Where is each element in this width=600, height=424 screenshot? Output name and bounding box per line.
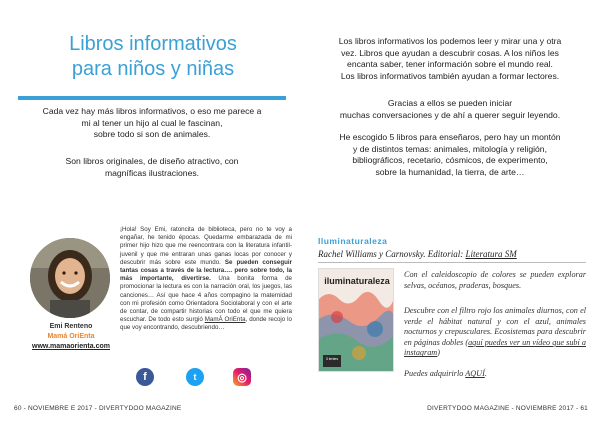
review-text: . [484, 369, 487, 378]
text-line: vez. Libros que ayudan a descubrir cosas. A los niños les [341, 47, 559, 58]
author-photo-icon [30, 238, 110, 318]
title-line-1: Libros informativos [69, 33, 237, 55]
page-footer-left: 60 - NOVIEMBRE E 2017 - DIVERTYDOO MAGAZINE [14, 405, 182, 412]
book-review-2 [404, 306, 586, 359]
intro-line: mi al tener un hijo al cual le fascinan, [81, 117, 223, 128]
instagram-icon[interactable] [233, 368, 251, 386]
intro-line: sobre todo si son de animales. [93, 129, 211, 139]
text-line: He escogido 5 libros para enseñaros, pero hay un montón [339, 132, 561, 142]
bio-text: , donde recojo lo que voy encontrando, descubriendo… [120, 316, 292, 332]
book-title: Iluminaturaleza [318, 236, 388, 246]
intro-line: magníficas ilustraciones. [104, 167, 200, 178]
book-divider [318, 262, 586, 263]
facebook-glyph: f [143, 371, 147, 383]
book-authors [318, 249, 517, 259]
text-line: muchas conversaciones y de ahí a querer seguir leyendo. [339, 109, 561, 120]
book-authors-text: Rachel Williams y Carnovsky. Editorial: [318, 249, 466, 259]
text-line: Los libros informativos también ayudan a formar lectores. [340, 70, 560, 81]
intro-line: Son libros originales, de diseño atractivo, con [65, 156, 239, 166]
review-text: Descubre con el filtro rojo los animales diurnos, con el verde el hábitat natural y con el azul, animales nocturnos y crepusculares. Ecosistemas para descubrir en páginas dobles ( [404, 306, 586, 347]
text-line: Los libros informativos los podemos leer y mirar una y otra [338, 36, 562, 46]
author-brand: Mamá OriEnta [47, 333, 95, 340]
title-divider [18, 96, 286, 100]
book-review-1: Con el caleidoscopio de colores se pueden explorar selvas, océanos, praderas, bosques. [404, 270, 586, 290]
page-title [18, 32, 288, 82]
text-line: Gracias a ellos se pueden iniciar [387, 98, 513, 108]
text-line: y de distintos temas: animales, mitología y religión, [353, 143, 547, 154]
bio-text: Una bonita forma de promocionar la lectura es con la narración oral, los juegos, las canciones… Así que hace 4 años compagino la maternidad con mi profesión como Orientadora Sociolaboral y con el arte de contar, de compartir historias con todo el que me quiera escuchar. De todo esto surgió [120, 275, 292, 324]
title-line-2: para niños y niñas [71, 58, 235, 80]
cover-badge: 3 lentes [325, 357, 339, 361]
facebook-icon[interactable] [136, 368, 154, 386]
text-line: sobre la humanidad, la tierra, de arte… [375, 166, 525, 177]
twitter-glyph: t [193, 372, 197, 382]
right-page [300, 0, 600, 424]
author-bio [120, 226, 292, 333]
intro-paragraph-2 [14, 156, 290, 179]
intro-paragraph-1 [14, 106, 290, 141]
author-name: Emi Renteno [49, 323, 93, 330]
intro-line: Cada vez hay más libros informativos, o eso me parece a [42, 106, 262, 116]
book-cover [318, 268, 394, 372]
instagram-video-link[interactable]: aquí puedes ver un vídeo que subí a instagram [404, 337, 586, 358]
instagram-glyph: ◎ [237, 371, 247, 384]
book-review-3 [404, 369, 586, 380]
twitter-icon[interactable] [186, 368, 204, 386]
publisher-link[interactable]: Literatura SM [465, 249, 517, 259]
author-url-link[interactable]: www.mamaorienta.com [32, 343, 110, 350]
text-line: bibliográficos, recetario, cósmicos, de experimento, [352, 155, 548, 165]
buy-link[interactable]: AQUÍ [465, 369, 485, 378]
bio-text: ¡Hola! Soy Emi, ratoncita de biblioteca, pero no te voy a engañar, he tenido épocas. Quedarme embarazada de mi primer hijo hizo que me reencontrara con la literatura infantil-juvenil y que me entraran unas ganas locas por conocer y descubrir más sobre este mundo. [120, 226, 292, 266]
right-paragraph-1 [314, 36, 586, 82]
right-paragraph-3 [314, 132, 586, 178]
author-credit [16, 322, 126, 352]
right-paragraph-2 [314, 98, 586, 121]
text-line: encanta saber, tener información sobre el mundo real. [347, 59, 553, 69]
review-text: Puedes adquirirlo [404, 369, 466, 378]
page-footer-right: DIVERTYDOO MAGAZINE - NOVIEMBRE 2017 - 61 [427, 405, 588, 412]
blog-link[interactable]: MamÁ OriEnta [204, 316, 246, 324]
cover-title: iluminaturaleza [324, 276, 390, 286]
review-text: ) [437, 348, 440, 358]
bio-highlight: Se pueden conseguir tantas cosas a través de la lectura…. pero sobre todo, la más importante, divertirse. [120, 258, 293, 283]
author-avatar [30, 238, 110, 318]
